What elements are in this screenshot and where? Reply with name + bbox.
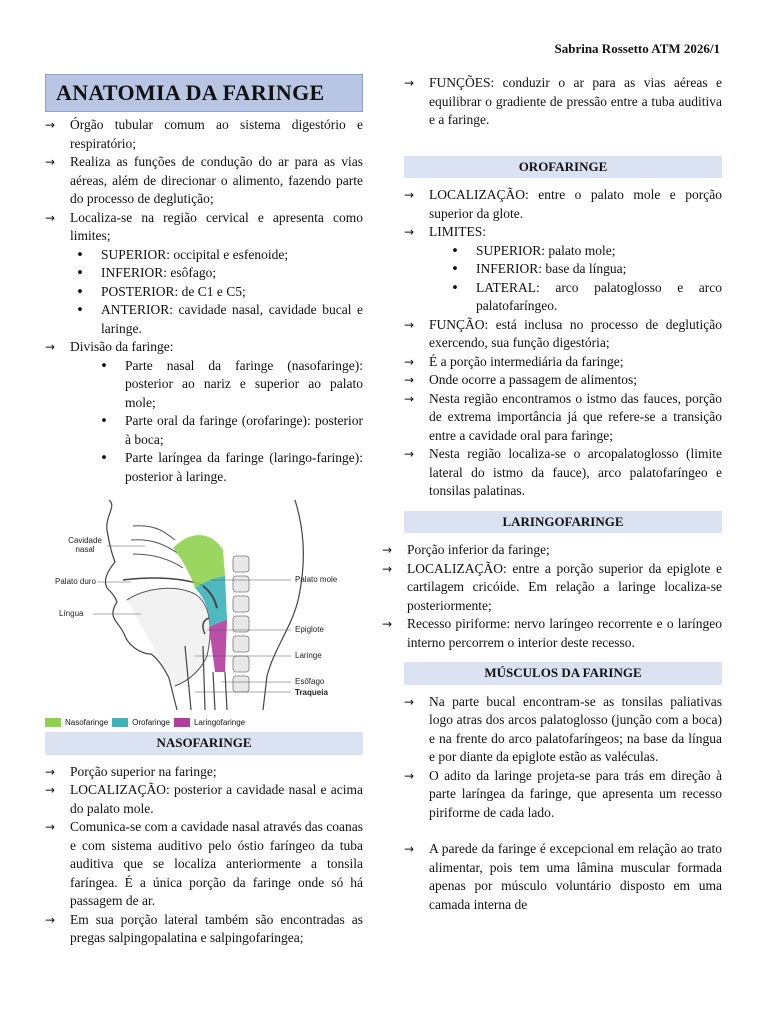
- label-palato-duro: Palato duro: [55, 577, 96, 586]
- divisions-list: [45, 357, 363, 487]
- list-item: → LIMITES:: [404, 223, 722, 242]
- list-item: → LOCALIZAÇÃO: entre o palato mole e porção superior da glote.: [404, 186, 722, 223]
- bullet-item: • Parte oral da faringe (orofaringe): posterior à boca;: [125, 412, 363, 449]
- list-item: → Nesta região localiza-se o arcopalatoglosso (limite lateral do istmo da fauce), arco palatofaríngeo e tonsilas palatinas.: [404, 445, 722, 501]
- arrow-icon: →: [404, 391, 415, 406]
- label-palato-mole: Palato mole: [295, 575, 338, 584]
- list-item: → Em sua porção lateral também são encontradas as pregas salpingopalatina e salpingofaringea;: [45, 911, 363, 948]
- bullet-item: • INFERIOR: esôfago;: [101, 264, 363, 283]
- arrow-icon: →: [45, 912, 56, 927]
- bullet-item: • Parte nasal da faringe (nasofaringe): posterior ao nariz e superior ao palato mole;: [125, 357, 363, 413]
- list-item: → Onde ocorre a passagem de alimentos;: [404, 371, 722, 390]
- list-item: → Porção superior na faringe;: [45, 763, 363, 782]
- list-item: → Nesta região encontramos o istmo das fauces, porção de extrema importância já que refere-se a transição entre a cavidade oral para faringe;: [404, 390, 722, 446]
- bullet-item: • LATERAL: arco palatoglosso e arco palatofaríngeo.: [476, 279, 722, 316]
- list-item: → LOCALIZAÇÃO: entre a porção superior da epiglote e cartilagem cricóide. Em relação a laringe localiza-se posteriormente;: [382, 560, 722, 616]
- arrow-icon: →: [45, 340, 56, 354]
- label-traqueia: Traqueia: [295, 688, 328, 697]
- label-cavidade-nasal: Cavidade nasal: [68, 536, 102, 554]
- arrow-icon: →: [404, 76, 415, 90]
- arrow-icon: →: [45, 210, 56, 225]
- arrow-icon: →: [404, 842, 415, 856]
- list-item: → Porção inferior da faringe;: [382, 541, 722, 560]
- label-lingua: Língua: [59, 609, 84, 618]
- arrow-icon: →: [404, 188, 415, 202]
- limits-list: [45, 246, 363, 339]
- bullet-item: • POSTERIOR: de C1 e C5;: [101, 283, 363, 302]
- bullet-item: • SUPERIOR: palato mole;: [476, 242, 722, 261]
- list-item: → LOCALIZAÇÃO: posterior a cavidade nasal e acima do palato mole.: [45, 781, 363, 818]
- diagram-legend: [45, 714, 363, 733]
- left-column: [45, 74, 363, 948]
- list-item: → Realiza as funções de condução do ar para as vias aéreas, além de direcionar o alimento, fazendo parte do processo de deglutição;: [45, 153, 363, 209]
- list-item: → Divisão da faringe:: [45, 338, 363, 357]
- label-laringe: Laringe: [295, 651, 322, 660]
- list-item: → Na parte bucal encontram-se as tonsilas paliativas logo atras dos arcos palatoglosso (junção com a boca) e na frente do arco palatofaríngeos; na base da língua e por diante da epiglote estão as valéculas.: [404, 693, 722, 767]
- legend-swatch-nasofaringe: [45, 718, 61, 727]
- arrow-icon: →: [404, 225, 415, 239]
- arrow-icon: →: [45, 118, 56, 132]
- arrow-icon: →: [45, 764, 56, 779]
- right-column: [382, 74, 722, 914]
- list-item: → O adito da laringe projeta-se para trás em direção à parte laríngea da faringe, que apresenta um recesso piriforme de cada lado.: [404, 767, 722, 823]
- arrow-icon: →: [404, 768, 415, 783]
- arrow-icon: →: [45, 783, 56, 797]
- label-esofago: Esôfago: [295, 677, 325, 686]
- list-item: → Localiza-se na região cervical e apresenta como limites;: [45, 209, 363, 246]
- legend-swatch-laringofaringe: [174, 718, 190, 727]
- bullet-item: • Parte laríngea da faringe (laringo-faringe): posterior à laringe.: [125, 449, 363, 486]
- bullet-item: • INFERIOR: base da língua;: [476, 260, 722, 279]
- section-title-musculos: MÚSCULOS DA FARINGE: [404, 662, 722, 685]
- page-header: Sabrina Rossetto ATM 2026/1: [554, 41, 720, 56]
- section-title-orofaringe: OROFARINGE: [404, 156, 722, 179]
- legend-label: Nasofaringe: [65, 717, 109, 727]
- arrow-icon: →: [45, 155, 56, 169]
- section-title-laringofaringe: LARINGOFARINGE: [404, 511, 722, 534]
- legend-label: Laringofaringe: [193, 717, 246, 727]
- arrow-icon: →: [404, 447, 415, 461]
- arrow-icon: →: [404, 373, 415, 387]
- arrow-icon: →: [45, 820, 56, 834]
- legend-label: Orofaringe: [132, 717, 170, 727]
- list-item: → FUNÇÕES: conduzir o ar para as vias aéreas e equilibrar o gradiente de pressão entre a tuba auditiva e a faringe.: [404, 74, 722, 130]
- list-item: → A parede da faringe é excepcional em relação ao trato alimentar, pois tem uma lâmina muscular formada apenas por músculo voluntário disposto em uma camada interna de: [404, 840, 722, 914]
- legend-swatch-orofaringe: [112, 718, 128, 727]
- arrow-icon: →: [404, 694, 415, 709]
- page-title: ANATOMIA DA FARINGE: [45, 74, 363, 112]
- arrow-icon: →: [382, 561, 393, 576]
- arrow-icon: →: [404, 354, 415, 369]
- list-item: → Comunica-se com a cavidade nasal através das coanas e com sistema auditivo pelo óstio faríngeo da tuba auditiva que se localiza anteriormente a tonsila faríngea. É a única porção da faringe onde só há passagem de ar.: [45, 818, 363, 911]
- bullet-item: • SUPERIOR: occipital e esfenoide;: [101, 246, 363, 265]
- pharynx-diagram: [45, 496, 363, 727]
- arrow-icon: →: [382, 543, 393, 557]
- list-item: → Órgão tubular comum ao sistema digestório e respiratório;: [45, 116, 363, 153]
- bullet-item: • ANTERIOR: cavidade nasal, cavidade bucal e laringe.: [101, 301, 363, 338]
- laringo-list: [382, 541, 722, 652]
- list-item: → Recesso piriforme: nervo laríngeo recorrente e o laríngeo interno percorrem o interior deste recesso.: [382, 615, 722, 652]
- arrow-icon: →: [382, 617, 393, 631]
- section-title-nasofaringe: NASOFARINGE: [45, 732, 363, 755]
- list-item: → É a porção intermediária da faringe;: [404, 353, 722, 372]
- arrow-icon: →: [404, 317, 415, 332]
- label-epiglote: Epiglote: [295, 625, 324, 634]
- list-item: → FUNÇÃO: está inclusa no processo de deglutição exercendo, sua função digestória;: [404, 316, 722, 353]
- oro-limits-list: [404, 242, 722, 316]
